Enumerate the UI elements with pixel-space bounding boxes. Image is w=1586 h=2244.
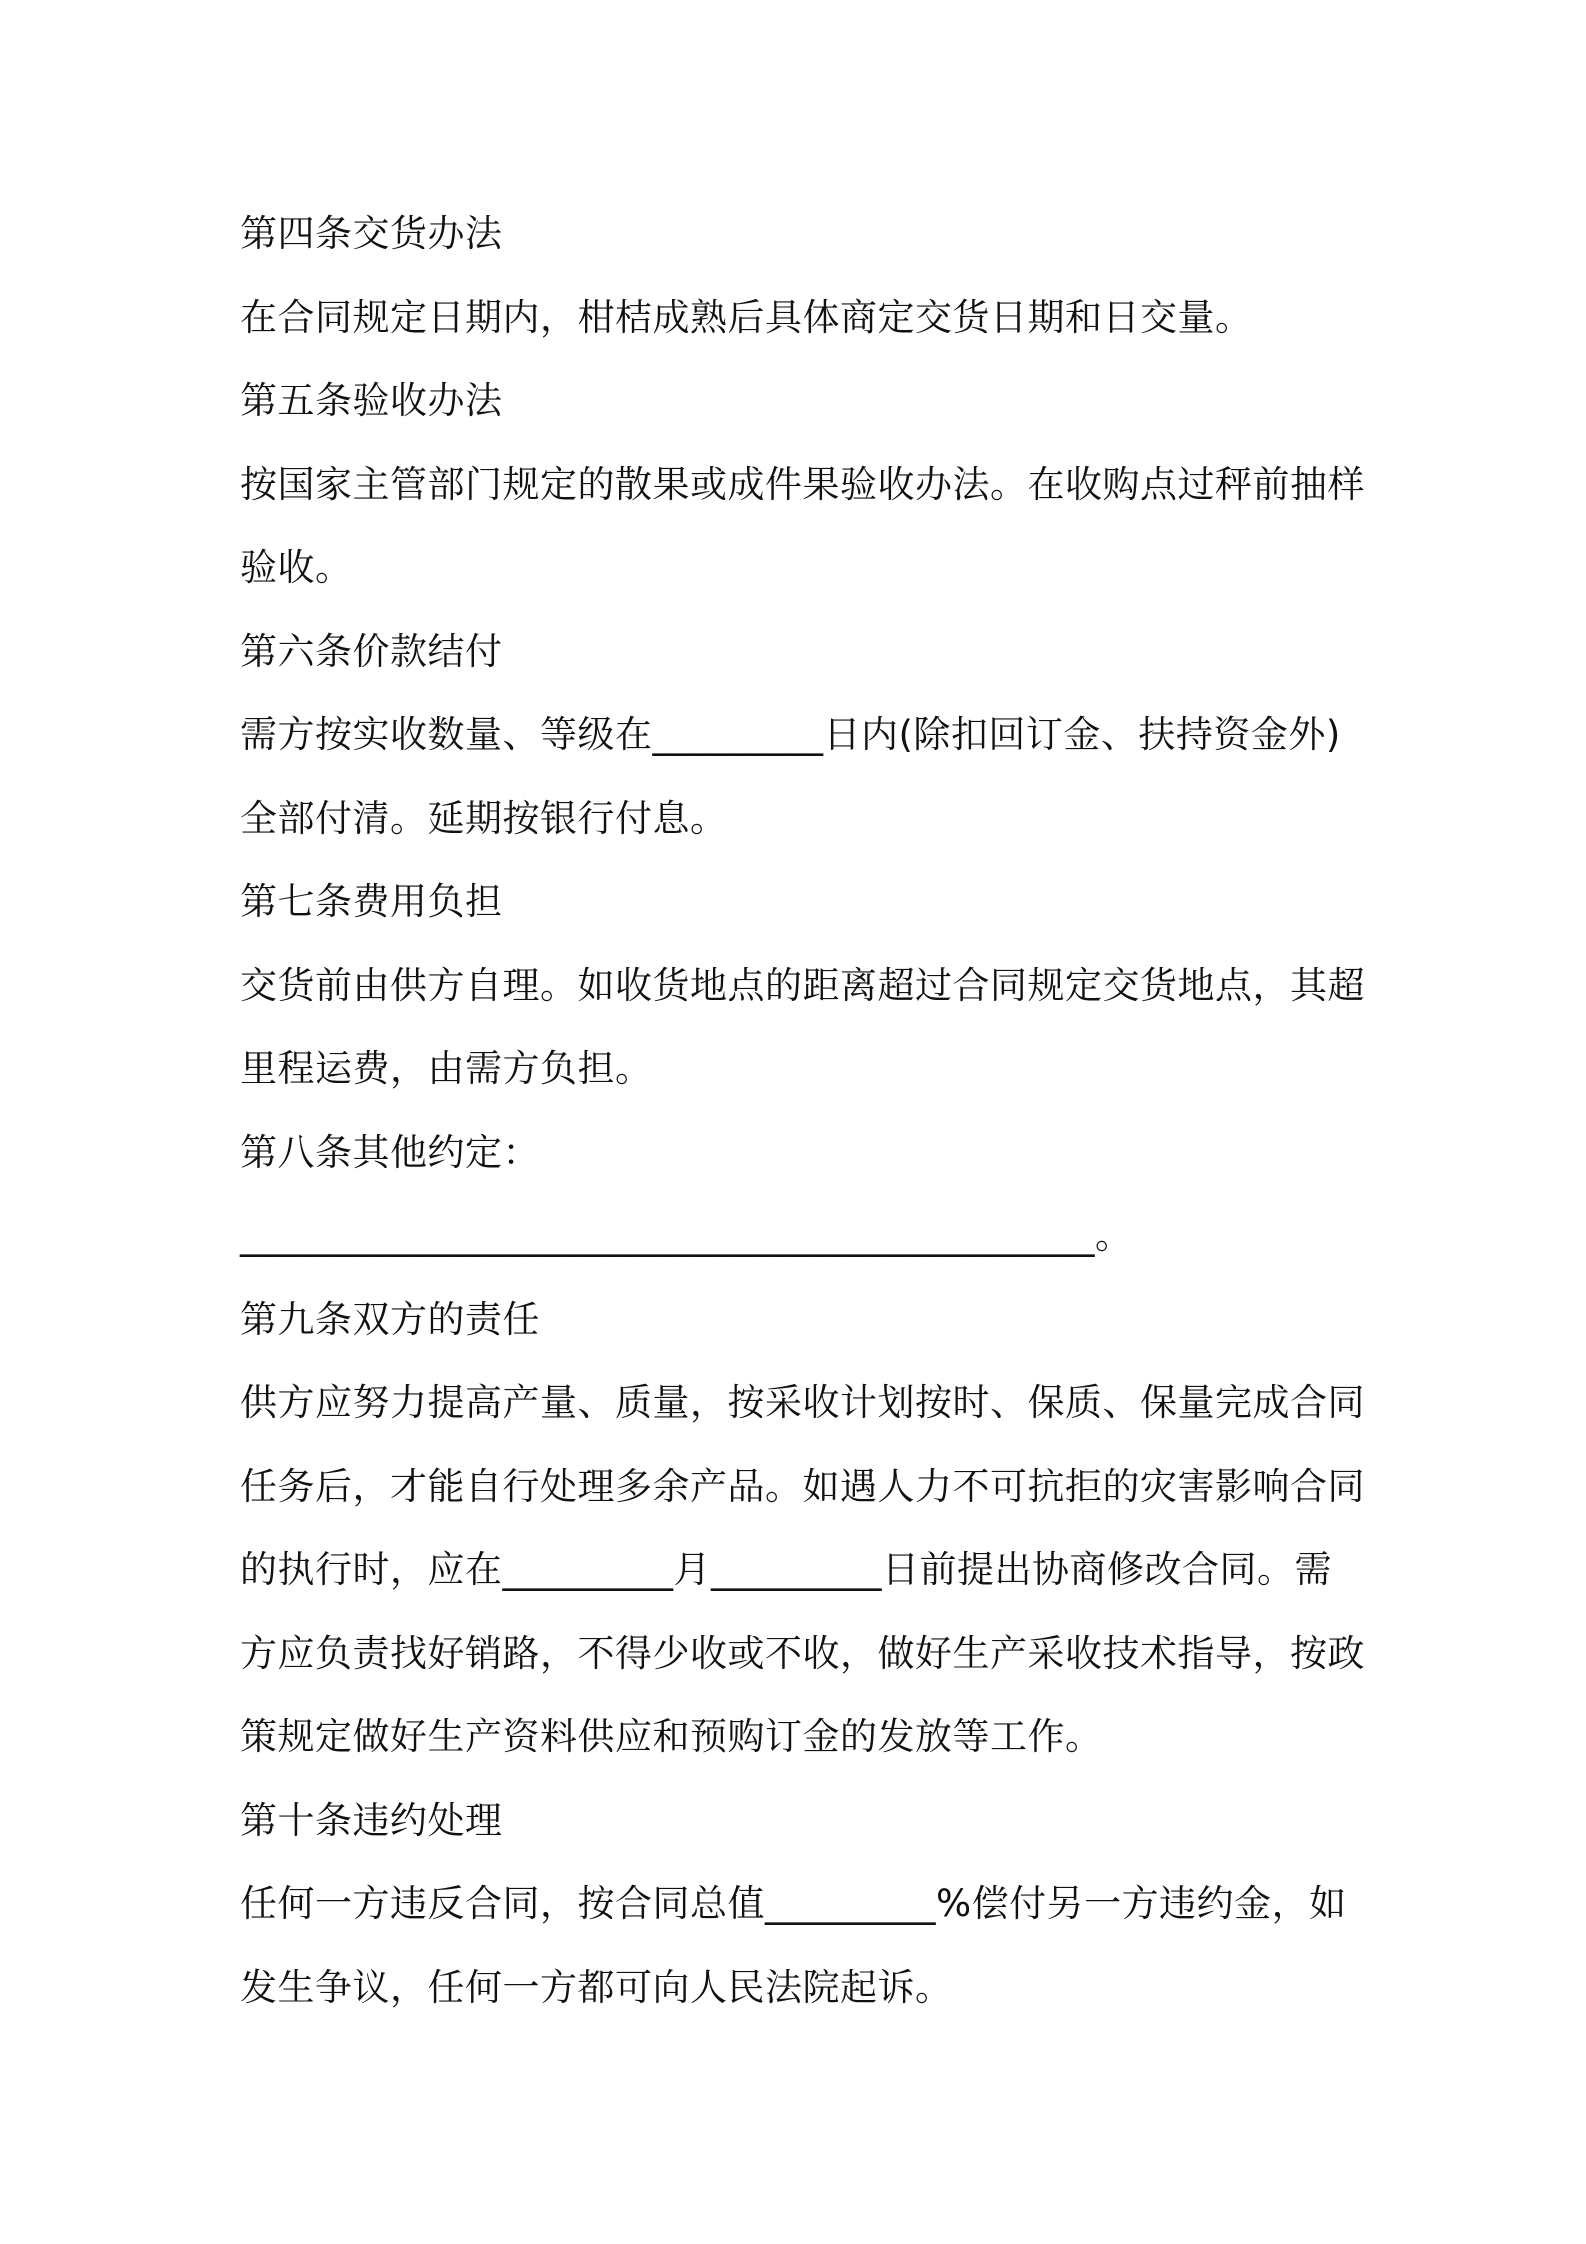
clause-heading — [240, 610, 1360, 694]
text-line: 第五条验收办法 — [240, 379, 503, 422]
text-line: 里程运费，由需方负担。 — [240, 1047, 653, 1090]
clause-paragraph — [240, 1194, 1360, 1278]
text-line: 任务后，才能自行处理多余产品。如遇人力不可抗拒的灾害影响合同 — [240, 1464, 1365, 1508]
clause-heading — [240, 1111, 1360, 1195]
text-line: 第六条价款结付 — [240, 629, 503, 673]
text-line: 方应负责找好销路，不得少收或不收，做好生产采收技术指导，按政 — [240, 1631, 1365, 1675]
clause-paragraph — [240, 276, 1360, 360]
text-line: 策规定做好生产资料供应和预购订金的发放等工作。 — [240, 1715, 1103, 1758]
text-line: 需方按实收数量、等级在_________日内(除扣回订金、扶持资金外) — [240, 713, 1341, 756]
text-line: 任何一方违反合同，按合同总值_________%偿付另一方违约金，如 — [240, 1882, 1347, 1925]
clause-paragraph — [240, 1862, 1360, 2029]
text-line: 交货前由供方自理。如收货地点的距离超过合同规定交货地点，其超 — [240, 963, 1365, 1007]
clause-paragraph — [240, 693, 1360, 860]
clause-heading — [240, 860, 1360, 944]
text-line: _____________________________________________。 — [240, 1214, 1133, 1257]
text-line: 发生争议，任何一方都可向人民法院起诉。 — [240, 1965, 953, 2009]
text-line: 第九条双方的责任 — [240, 1297, 540, 1341]
clause-heading — [240, 1278, 1360, 1362]
text-line: 第七条费用负担 — [240, 880, 503, 923]
clause-heading — [240, 359, 1360, 443]
clause-paragraph — [240, 1361, 1365, 1779]
text-line: 第十条违约处理 — [240, 1798, 503, 1842]
clause-heading — [240, 192, 1360, 276]
text-line: 第八条其他约定： — [240, 1130, 540, 1174]
text-line: 第四条交货办法 — [240, 212, 503, 255]
text-line: 全部付清。延期按银行付息。 — [240, 796, 728, 840]
clause-heading — [240, 1779, 1360, 1863]
contract-text-body — [240, 192, 1365, 2029]
text-line: 供方应努力提高产量、质量，按采收计划按时、保质、保量完成合同 — [240, 1381, 1365, 1424]
text-line: 验收。 — [240, 546, 353, 589]
clause-paragraph — [240, 944, 1365, 1111]
clause-paragraph — [240, 443, 1365, 610]
text-line: 的执行时，应在_________月_________日前提出协商修改合同。需 — [240, 1548, 1332, 1591]
text-line: 按国家主管部门规定的散果或成件果验收办法。在收购点过秤前抽样 — [240, 462, 1365, 506]
text-line: 在合同规定日期内，柑桔成熟后具体商定交货日期和日交量。 — [240, 295, 1253, 339]
